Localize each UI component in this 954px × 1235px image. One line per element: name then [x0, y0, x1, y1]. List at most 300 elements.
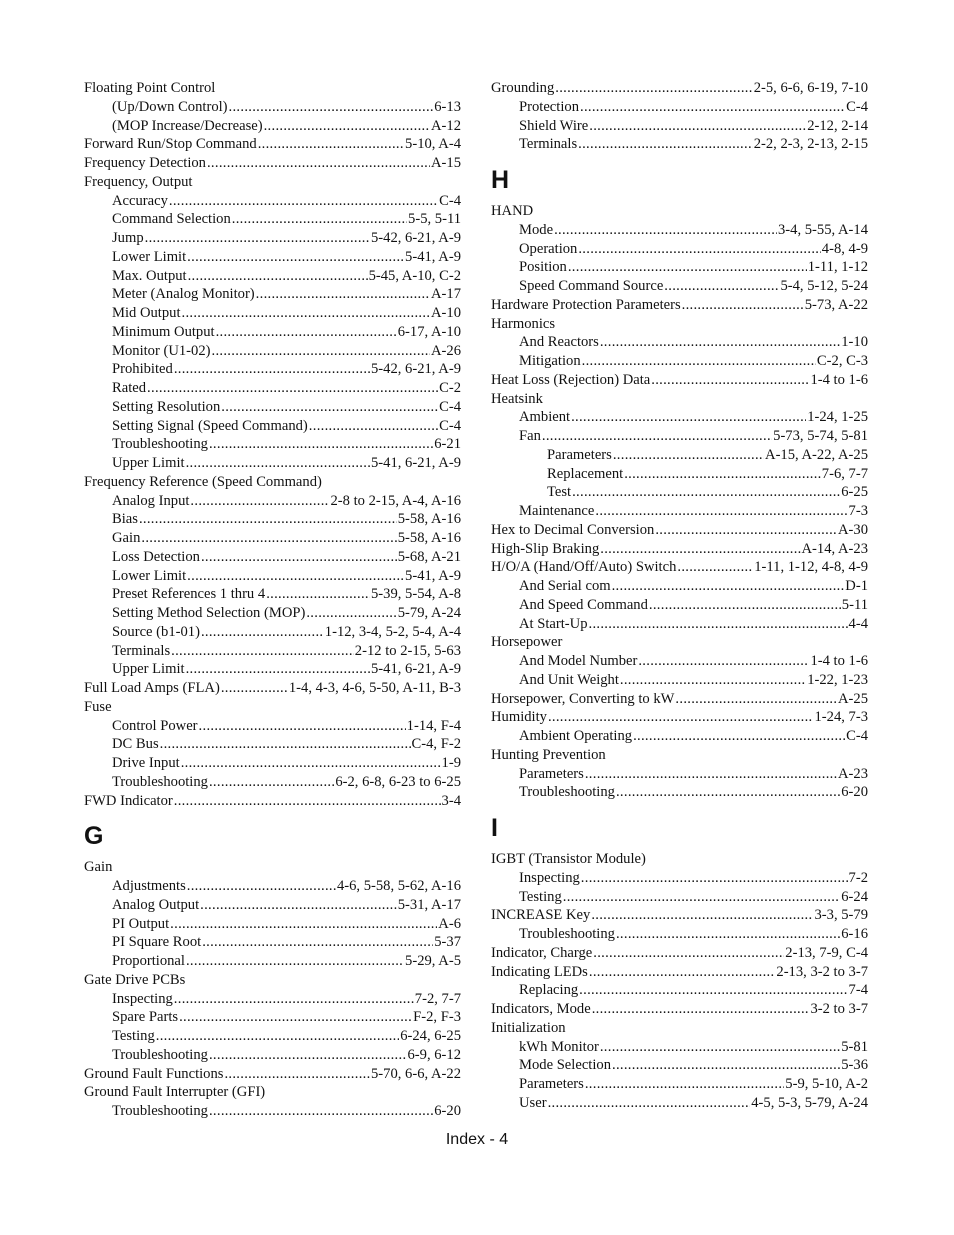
index-subentry [491, 1038, 868, 1057]
entry-term: Minimum Output [112, 323, 215, 340]
index-subentry [84, 398, 461, 417]
entry-term: Testing [112, 1028, 155, 1044]
entry-term: Terminals [112, 642, 171, 659]
dot-leader [578, 135, 753, 154]
index-subentry [84, 623, 461, 642]
index-subentry [84, 717, 461, 736]
index-subentry [491, 352, 868, 371]
entry-pages: 5-45, A-10, C-2 [368, 267, 461, 284]
index-entry [84, 971, 461, 990]
entry-pages: A-6 [438, 915, 461, 932]
entry-term: Setting Resolution [112, 398, 221, 415]
index-subentry [491, 502, 868, 521]
index-subentry [491, 427, 868, 446]
entry-pages: 4-5, 5-3, 5-79, A-24 [751, 1094, 868, 1111]
entry-pages: 7-3 [848, 503, 868, 519]
index-subentry [84, 304, 461, 323]
dot-leader [578, 240, 820, 259]
entry-pages: 1-11, 1-12 [807, 259, 868, 276]
dot-leader [682, 296, 804, 315]
entry-pages: C-4 [846, 98, 868, 115]
entry-term: HAND [491, 203, 534, 219]
entry-pages: 5-68, A-21 [397, 548, 461, 565]
index-entry [84, 473, 461, 492]
entry-pages: A-30 [838, 521, 868, 538]
index-subentry [84, 1027, 461, 1046]
index-entry [491, 963, 868, 982]
dot-leader [209, 1046, 407, 1065]
index-entry [84, 135, 461, 154]
dot-leader [169, 192, 438, 211]
entry-term: Lower Limit [112, 567, 187, 584]
dot-leader [581, 869, 848, 888]
index-entry [491, 690, 868, 709]
entry-pages: A-23 [838, 765, 868, 782]
index-subentry [491, 98, 868, 117]
dot-leader [199, 717, 406, 736]
dot-leader [186, 660, 370, 679]
dot-leader [612, 577, 845, 596]
index-entry [84, 858, 461, 877]
dot-leader [651, 371, 809, 390]
index-subentry [491, 671, 868, 690]
entry-term: At Start-Up [519, 615, 588, 632]
entry-term: Shield Wire [519, 117, 589, 134]
entry-term: Accuracy [112, 192, 168, 209]
dot-leader [209, 1102, 433, 1121]
dot-leader [201, 623, 324, 642]
index-subentry [491, 465, 868, 484]
index-entry [491, 371, 868, 390]
index-subentry [84, 510, 461, 529]
entry-pages: 5-42, 6-21, A-9 [371, 361, 461, 378]
dot-leader [209, 435, 433, 454]
entry-pages: A-10 [431, 305, 461, 321]
entry-pages: 5-41, 6-21, A-9 [371, 661, 461, 678]
entry-pages: 5-31, A-17 [397, 896, 461, 913]
entry-pages: 2-5, 6-6, 6-19, 7-10 [753, 80, 868, 96]
entry-pages: 7-2 [848, 869, 868, 886]
index-entry [491, 708, 868, 727]
dot-leader [186, 952, 404, 971]
entry-term: Jump [112, 230, 144, 246]
index-entry [491, 390, 868, 409]
entry-term: Frequency Reference (Speed Command) [84, 473, 322, 490]
entry-pages: A-17 [431, 286, 461, 303]
entry-pages: 2-2, 2-3, 2-13, 2-15 [753, 136, 868, 153]
entry-term: Ambient Operating [519, 728, 633, 744]
entry-term: Mode Selection [519, 1057, 612, 1074]
index-entry [84, 698, 461, 717]
index-subentry [491, 765, 868, 784]
dot-leader [572, 483, 840, 502]
index-subentry [491, 135, 868, 154]
entry-term: Hunting Prevention [491, 746, 606, 763]
index-subentry [84, 210, 461, 229]
dot-leader [179, 1008, 412, 1027]
index-subentry [84, 1046, 461, 1065]
entry-term: And Unit Weight [519, 671, 619, 688]
entry-pages: 1-10 [841, 334, 868, 351]
entry-term: Heatsink [491, 390, 543, 407]
dot-leader [592, 1000, 810, 1019]
dot-leader [174, 990, 414, 1009]
entry-pages: 5-41, 6-21, A-9 [371, 455, 461, 471]
entry-pages: 5-41, A-9 [405, 567, 461, 584]
dot-leader [139, 510, 397, 529]
index-column-right [491, 79, 868, 1113]
entry-term: PI Output [112, 915, 170, 932]
entry-pages: 3-2 to 3-7 [810, 1001, 868, 1017]
dot-leader [256, 285, 430, 304]
entry-term: FWD Indicator [84, 792, 173, 809]
entry-term: Indicators, Mode [491, 1001, 591, 1017]
dot-leader [306, 604, 396, 623]
entry-term: Grounding [491, 80, 555, 96]
entry-pages: C-4, F-2 [411, 736, 461, 753]
entry-pages: 2-12, 2-14 [807, 117, 868, 134]
index-subentry [84, 585, 461, 604]
entry-term: (Up/Down Control) [112, 98, 228, 115]
index-subentry [491, 783, 868, 802]
index-subentry [491, 221, 868, 240]
index-column-left [84, 79, 461, 1121]
entry-pages: 5-42, 6-21, A-9 [371, 230, 461, 246]
dot-leader [548, 1094, 751, 1113]
dot-leader [141, 529, 396, 548]
index-subentry [491, 615, 868, 634]
dot-leader [649, 596, 841, 615]
index-subentry [491, 1075, 868, 1094]
dot-leader [186, 454, 370, 473]
entry-term: Lower Limit [112, 248, 187, 265]
entry-pages: 1-4 to 1-6 [810, 653, 868, 669]
index-subentry [84, 567, 461, 586]
dot-leader [264, 117, 430, 136]
entry-term: Gate Drive PCBs [84, 971, 186, 988]
entry-pages: A-26 [431, 342, 461, 359]
index-subentry [84, 877, 461, 896]
entry-term: Fan [519, 428, 541, 444]
index-subentry [491, 446, 868, 465]
dot-leader [201, 548, 397, 567]
entry-term: And Serial com [519, 578, 611, 594]
entry-pages: A-14, A-23 [801, 540, 868, 557]
entry-pages: 2-8 to 2-15, A-4, A-16 [330, 492, 461, 509]
entry-pages: 1-24, 1-25 [807, 409, 868, 426]
index-subentry [491, 117, 868, 136]
entry-term: Troubleshooting [519, 926, 615, 942]
index-subentry [84, 267, 461, 286]
entry-pages: 5-73, A-22 [804, 296, 868, 313]
dot-leader [202, 933, 433, 952]
dot-leader [593, 944, 784, 963]
entry-term: Setting Method Selection (MOP) [112, 605, 306, 621]
index-subentry [84, 323, 461, 342]
entry-pages: 6-9, 6-12 [407, 1046, 461, 1063]
entry-term: Harmonics [491, 315, 556, 332]
dot-leader [156, 1027, 399, 1046]
index-subentry [84, 342, 461, 361]
entry-term: Initialization [491, 1019, 566, 1036]
entry-pages: 6-24 [841, 888, 868, 905]
index-subentry [491, 333, 868, 352]
dot-leader [600, 540, 800, 559]
page-footer [0, 1131, 954, 1149]
dot-leader [582, 352, 816, 371]
entry-term: Gain [84, 859, 113, 876]
entry-term: Operation [519, 240, 578, 257]
entry-term: Protection [519, 98, 579, 115]
dot-leader [229, 98, 434, 117]
dot-leader [563, 888, 840, 907]
dot-leader [170, 915, 437, 934]
section-letter: I [491, 814, 498, 842]
dot-leader [616, 925, 840, 944]
index-subentry [84, 492, 461, 511]
dot-leader [638, 652, 809, 671]
index-subentry [84, 660, 461, 679]
index-entry [491, 906, 868, 925]
entry-term: Forward Run/Stop Command [84, 136, 257, 153]
entry-term: Upper Limit [112, 661, 185, 678]
entry-pages: 5-58, A-16 [397, 511, 461, 528]
index-subentry [84, 192, 461, 211]
entry-pages: 1-11, 1-12, 4-8, 4-9 [754, 559, 868, 576]
entry-pages: 4-6, 5-58, 5-62, A-16 [336, 878, 461, 894]
entry-pages: 4-8, 4-9 [821, 240, 868, 257]
entry-term: Source (b1-01) [112, 623, 200, 640]
index-entry [491, 558, 868, 577]
index-entry [491, 944, 868, 963]
index-subentry [84, 417, 461, 436]
entry-term: Inspecting [519, 869, 580, 886]
entry-pages: 5-73, 5-74, 5-81 [773, 428, 868, 444]
entry-pages: 5-70, 6-6, A-22 [371, 1065, 461, 1082]
index-entry [491, 746, 868, 765]
dot-leader [568, 258, 807, 277]
entry-pages: 5-36 [841, 1057, 868, 1074]
entry-pages: 1-4, 4-3, 4-6, 5-50, A-11, B-3 [288, 680, 461, 696]
dot-leader [655, 521, 837, 540]
index-subentry [84, 933, 461, 952]
index-subentry [84, 98, 461, 117]
entry-term: Max. Output [112, 267, 187, 284]
entry-term: Drive Input [112, 755, 180, 771]
entry-pages: 6-13 [434, 98, 461, 115]
dot-leader [589, 117, 806, 136]
dot-leader [585, 1075, 784, 1094]
index-subentry [84, 360, 461, 379]
entry-pages: 5-11 [841, 596, 868, 613]
entry-pages: 5-79, A-24 [397, 605, 461, 621]
entry-term: Troubleshooting [112, 773, 208, 790]
entry-term: Prohibited [112, 361, 173, 378]
entry-term: Humidity [491, 709, 547, 726]
entry-pages: 4-4 [848, 615, 868, 632]
entry-term: Meter (Analog Monitor) [112, 286, 255, 303]
entry-pages: 5-4, 5-12, 5-24 [780, 278, 868, 294]
dot-leader [187, 567, 404, 586]
entry-pages: 7-6, 7-7 [821, 465, 868, 482]
index-entry [491, 296, 868, 315]
index-entry [84, 1065, 461, 1084]
entry-term: Indicating LEDs [491, 963, 588, 980]
index-entry [491, 521, 868, 540]
entry-pages: A-12 [431, 117, 461, 134]
entry-term: Troubleshooting [519, 784, 615, 801]
index-subentry [84, 642, 461, 661]
entry-pages: 3-3, 5-79 [814, 907, 868, 924]
entry-term: DC Bus [112, 736, 159, 753]
index-subentry [84, 604, 461, 623]
entry-pages: A-15, A-22, A-25 [765, 446, 868, 463]
entry-term: Frequency Detection [84, 155, 206, 171]
entry-term: kWh Monitor [519, 1038, 599, 1055]
index-subentry [84, 435, 461, 454]
entry-pages: 5-58, A-16 [397, 530, 461, 546]
dot-leader [209, 773, 334, 792]
index-entry [84, 173, 461, 192]
entry-term: H/O/A (Hand/Off/Auto) Switch [491, 559, 677, 576]
index-subentry [84, 117, 461, 136]
entry-term: Command Selection [112, 211, 231, 228]
entry-term: Horsepower [491, 634, 563, 651]
entry-term: Adjustments [112, 878, 186, 894]
dot-leader [555, 79, 752, 98]
entry-term: Bias [112, 511, 138, 528]
entry-pages: 1-12, 3-4, 5-2, 5-4, A-4 [324, 623, 461, 640]
entry-term: PI Square Root [112, 934, 202, 951]
index-entry [84, 1083, 461, 1102]
entry-pages: 5-5, 5-11 [408, 211, 461, 228]
entry-pages: 7-4 [848, 982, 868, 999]
dot-leader [182, 304, 430, 323]
dot-leader [554, 221, 777, 240]
dot-leader [571, 408, 806, 427]
dot-leader [207, 154, 430, 173]
index-subentry [84, 915, 461, 934]
entry-pages: 5-81 [841, 1038, 868, 1055]
dot-leader [620, 671, 806, 690]
entry-term: Parameters [547, 446, 612, 463]
index-subentry [491, 925, 868, 944]
entry-pages: 6-21 [434, 436, 461, 453]
dot-leader [145, 229, 370, 248]
entry-term: INCREASE Key [491, 907, 591, 924]
entry-term: Horsepower, Converting to kW [491, 690, 675, 707]
dot-leader [580, 98, 845, 117]
entry-pages: 1-4 to 1-6 [810, 371, 868, 388]
dot-leader [600, 1038, 840, 1057]
entry-term: Parameters [519, 1076, 584, 1092]
entry-term: Troubleshooting [112, 436, 208, 453]
index-subentry [84, 529, 461, 548]
dot-leader [675, 690, 837, 709]
index-subentry [491, 888, 868, 907]
dot-leader [548, 708, 814, 727]
entry-term: Loss Detection [112, 548, 200, 565]
entry-term: Troubleshooting [112, 1046, 208, 1063]
entry-term: Mitigation [519, 353, 581, 369]
dot-leader [190, 492, 329, 511]
entry-pages: 1-14, F-4 [406, 717, 461, 734]
index-entry [84, 792, 461, 811]
dot-leader [266, 585, 370, 604]
entry-term: And Model Number [519, 653, 638, 669]
entry-pages: 3-4 [441, 792, 461, 809]
entry-pages: 6-20 [841, 784, 868, 801]
dot-leader [232, 210, 407, 229]
entry-pages: 5-37 [434, 934, 461, 951]
dot-leader [600, 333, 840, 352]
dot-leader [595, 502, 847, 521]
entry-pages: 6-25 [841, 484, 868, 501]
index-subentry [84, 285, 461, 304]
entry-term: Analog Output [112, 896, 200, 913]
index-subentry [84, 896, 461, 915]
entry-term: User [519, 1094, 547, 1111]
index-entry [491, 79, 868, 98]
entry-pages: 1-9 [441, 755, 461, 771]
index-subentry [491, 1056, 868, 1075]
index-subentry [84, 248, 461, 267]
dot-leader [224, 1065, 370, 1084]
entry-term: And Reactors [519, 334, 599, 351]
entry-term: Speed Command Source [519, 278, 664, 294]
entry-term: Test [547, 484, 572, 501]
entry-pages: 1-24, 7-3 [814, 709, 868, 726]
entry-pages: 1-22, 1-23 [807, 671, 868, 688]
index-subentry [491, 240, 868, 259]
index-entry [491, 540, 868, 559]
dot-leader [589, 615, 848, 634]
entry-pages: 5-41, A-9 [405, 248, 461, 265]
index-subentry [84, 1008, 461, 1027]
dot-leader [174, 360, 370, 379]
entry-pages: F-2, F-3 [413, 1009, 461, 1026]
entry-term: Ambient [519, 409, 571, 426]
entry-term: Proportional [112, 953, 185, 969]
index-subentry [491, 258, 868, 277]
entry-term: Ground Fault Interrupter (GFI) [84, 1084, 266, 1101]
index-subentry [491, 869, 868, 888]
entry-term: Frequency, Output [84, 173, 193, 190]
index-subentry [84, 773, 461, 792]
entry-pages: 5-29, A-5 [405, 953, 461, 969]
entry-term: IGBT (Transistor Module) [491, 851, 646, 867]
dot-leader [624, 465, 821, 484]
dot-leader [171, 642, 354, 661]
dot-leader [258, 135, 404, 154]
entry-term: Parameters [519, 765, 584, 782]
index-subentry [84, 754, 461, 773]
index-subentry [491, 652, 868, 671]
index-subentry [491, 408, 868, 427]
index-entry [84, 79, 461, 98]
dot-leader [677, 558, 753, 577]
index-subentry [84, 1102, 461, 1121]
dot-leader [616, 783, 840, 802]
entry-pages: 6-20 [434, 1103, 461, 1119]
section-letter: G [84, 822, 104, 851]
dot-leader [147, 379, 438, 398]
entry-pages: C-4 [439, 398, 461, 415]
index-subentry [84, 379, 461, 398]
entry-term: Control Power [112, 717, 198, 734]
entry-term: Analog Input [112, 492, 190, 509]
dot-leader [187, 248, 404, 267]
